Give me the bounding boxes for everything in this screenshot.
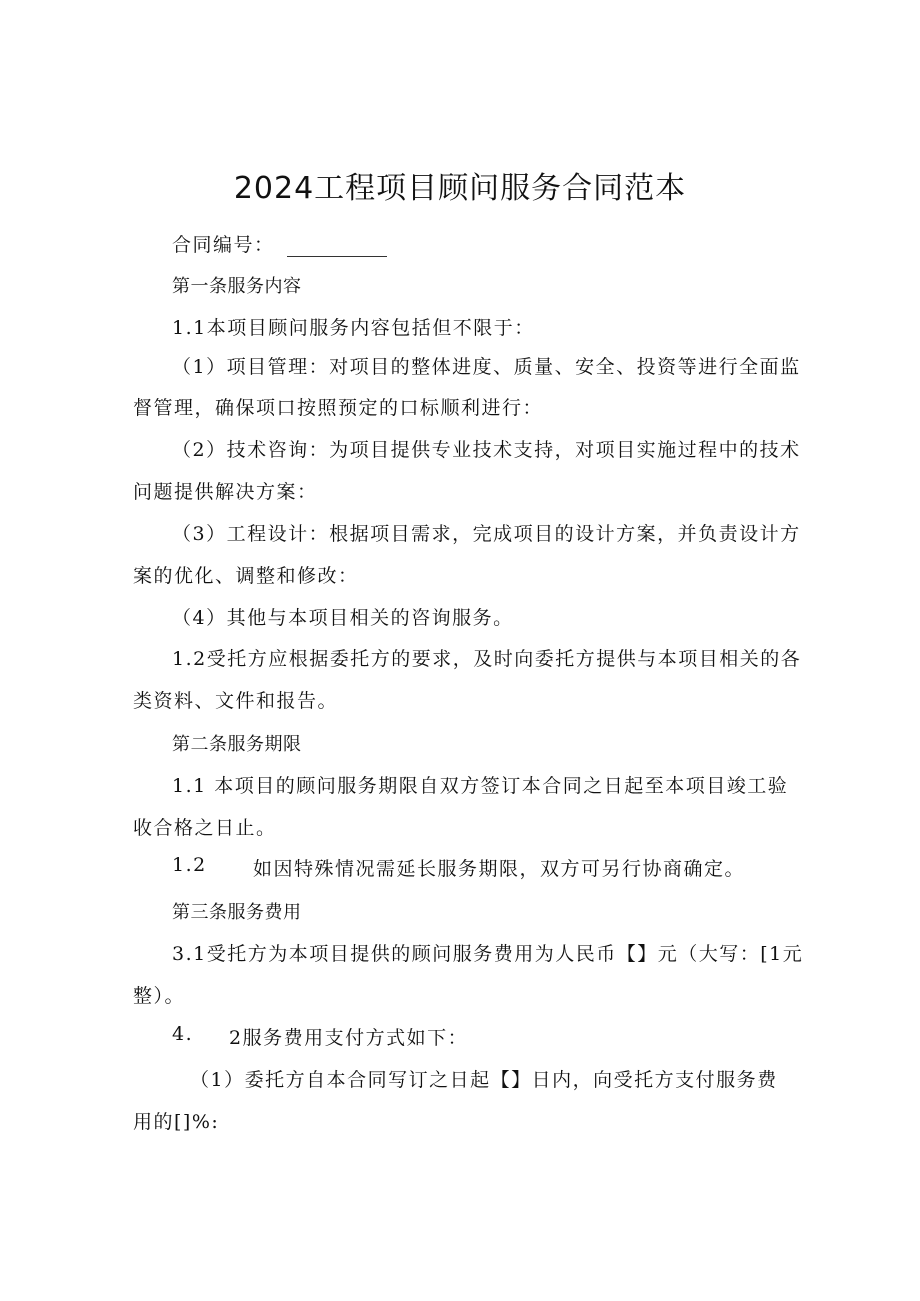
section2-clause-1-line2: 收合格之日止。 (133, 817, 277, 839)
section1-item4: （4）其他与本项目相关的咨询服务。 (172, 607, 514, 629)
section3-clause-1-line2: 整）。 (133, 985, 186, 1007)
section2-clause-2-number: 1.2 (172, 854, 207, 876)
section1-clause-1-1: 1.1本项目顾问服务内容包括但不限于： (172, 317, 535, 339)
section2-clause-2-text: 如因特殊情况需延长服务期限，双方可另行协商确定。 (253, 858, 746, 880)
section1-heading: 第一条服务内容 (172, 276, 302, 297)
section2-heading: 第二条服务期限 (172, 734, 302, 755)
contract-number-label: 合同编号： (172, 234, 275, 256)
section3-item1-line2: 用的[]%: (133, 1111, 220, 1133)
section3-clause-2-number: 4. (172, 1023, 194, 1045)
contract-number-row (172, 230, 387, 257)
section3-clause-2-text: 2服务费用支付方式如下： (229, 1027, 469, 1049)
section1-item1-line1: （1）项目管理：对项目的整体进度、质量、安全、投资等进行全面监 (172, 356, 801, 378)
section2-clause-1-line1: 1.1 本项目的顾问服务期限自双方签订本合同之日起至本项目竣工验 (172, 775, 789, 797)
contract-number-blank (287, 238, 387, 257)
section1-item2-line1: （2）技术咨询：为项目提供专业技术支持，对项目实施过程中的技术 (172, 439, 801, 461)
section1-item1-line2: 督管理，确保项口按照预定的口标顺利进行： (133, 397, 544, 419)
section3-clause-1-line1: 3.1受托方为本项目提供的顾问服务费用为人民币【】元（大写：[1元 (172, 943, 804, 965)
section1-clause-1-2-line1: 1.2受托方应根据委托方的要求，及时向委托方提供与本项目相关的各 (172, 648, 802, 670)
section3-heading: 第三条服务费用 (172, 902, 302, 923)
document-title: 2024工程项目顾问服务合同范本 (233, 171, 687, 206)
section1-item3-line1: （3）工程设计：根据项目需求，完成项目的设计方案，并负责设计方 (172, 523, 801, 545)
section3-item1-line1: （1）委托方自本合同写订之日起【】日内，向受托方支付服务费 (190, 1069, 778, 1091)
section1-item3-line2: 案的优化、调整和修改： (133, 565, 359, 587)
section1-clause-1-2-line2: 类资料、文件和报告。 (133, 690, 339, 712)
section1-item2-line2: 问题提供解决方案： (133, 481, 318, 503)
